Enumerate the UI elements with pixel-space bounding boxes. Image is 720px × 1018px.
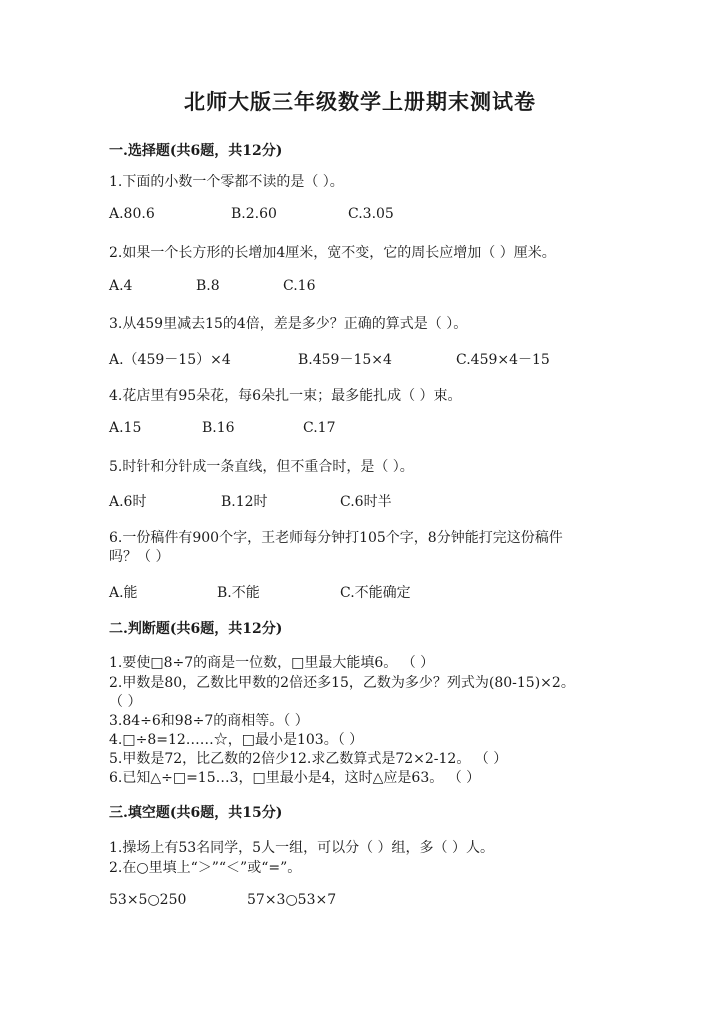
choice-options-3 [109, 349, 669, 369]
section-heading-judge: 二.判断题(共6题，共12分) [109, 621, 283, 637]
option-c[interactable]: C.3.05 [348, 206, 394, 222]
judge-question-2: 2.甲数是80，乙数比甲数的2倍还多15，乙数为多少？列式为(80-15)×2。 [109, 675, 575, 691]
fill-question-1: 1.操场上有53名同学，5人一组，可以分（ ）组，多（ ）人。 [109, 840, 494, 856]
judge-question-6: 6.已知△÷□=15…3，□里最小是4，这时△应是63。 （ ） [109, 770, 481, 786]
choice-options-6 [109, 582, 669, 602]
option-a[interactable]: A.4 [109, 278, 133, 294]
compare-items [109, 892, 669, 912]
option-c[interactable]: C.17 [303, 420, 336, 436]
option-b[interactable]: B.8 [196, 278, 220, 294]
section-heading-fill: 三.填空题(共6题，共15分) [109, 805, 283, 821]
choice-question-1: 1.下面的小数一个零都不读的是（ ）。 [109, 174, 344, 190]
option-a[interactable]: A.15 [109, 420, 142, 436]
choice-question-2: 2.如果一个长方形的长增加4厘米，宽不变，它的周长应增加（ ）厘米。 [109, 245, 556, 261]
judge-question-5: 5.甲数是72，比乙数的2倍少12.求乙数算式是72×2-12。 （ ） [109, 751, 508, 767]
page-title: 北师大版三年级数学上册期末测试卷 [184, 89, 536, 114]
option-b[interactable]: B.不能 [217, 585, 260, 601]
option-b[interactable]: B.12时 [221, 494, 268, 510]
choice-options-1 [109, 206, 669, 226]
compare-item: 53×5○250 [109, 892, 187, 908]
choice-question-4: 4.花店里有95朵花，每6朵扎一束；最多能扎成（ ）束。 [109, 388, 462, 404]
judge-question-3: 3.84÷6和98÷7的商相等。（ ） [109, 713, 309, 729]
option-c[interactable]: C.6时半 [340, 494, 392, 510]
choice-question-6-continued: 吗？（ ） [109, 549, 170, 565]
option-c[interactable]: C.16 [283, 278, 316, 294]
option-a[interactable]: A.（459－15）×4 [109, 352, 231, 368]
option-c[interactable]: C.不能确定 [340, 585, 411, 601]
option-b[interactable]: B.16 [202, 420, 235, 436]
option-a[interactable]: A.能 [109, 585, 138, 601]
option-a[interactable]: A.6时 [109, 494, 147, 510]
option-b[interactable]: B.459－15×4 [298, 352, 392, 368]
choice-options-2 [109, 278, 669, 298]
option-a[interactable]: A.80.6 [109, 206, 155, 222]
section-heading-choice: 一.选择题(共6题，共12分) [109, 143, 283, 159]
choice-question-6: 6.一份稿件有900个字，王老师每分钟打105个字，8分钟能打完这份稿件 [109, 530, 563, 546]
option-b[interactable]: B.2.60 [231, 206, 277, 222]
option-c[interactable]: C.459×4－15 [456, 352, 550, 368]
judge-question-1: 1.要使□8÷7的商是一位数，□里最大能填6。 （ ） [109, 655, 435, 671]
choice-question-3: 3.从459里减去15的4倍，差是多少？正确的算式是（ ）。 [109, 316, 468, 332]
choice-options-4 [109, 420, 669, 440]
compare-item: 57×3○53×7 [247, 892, 337, 908]
judge-question-2-continued: （ ） [109, 694, 142, 710]
judge-question-4: 4.□÷8=12……☆，□最小是103。（ ） [109, 732, 364, 748]
choice-question-5: 5.时针和分针成一条直线，但不重合时，是（ ）。 [109, 459, 414, 475]
fill-question-2: 2.在○里填上“＞”“＜”或“=”。 [109, 860, 302, 876]
choice-options-5 [109, 491, 669, 511]
